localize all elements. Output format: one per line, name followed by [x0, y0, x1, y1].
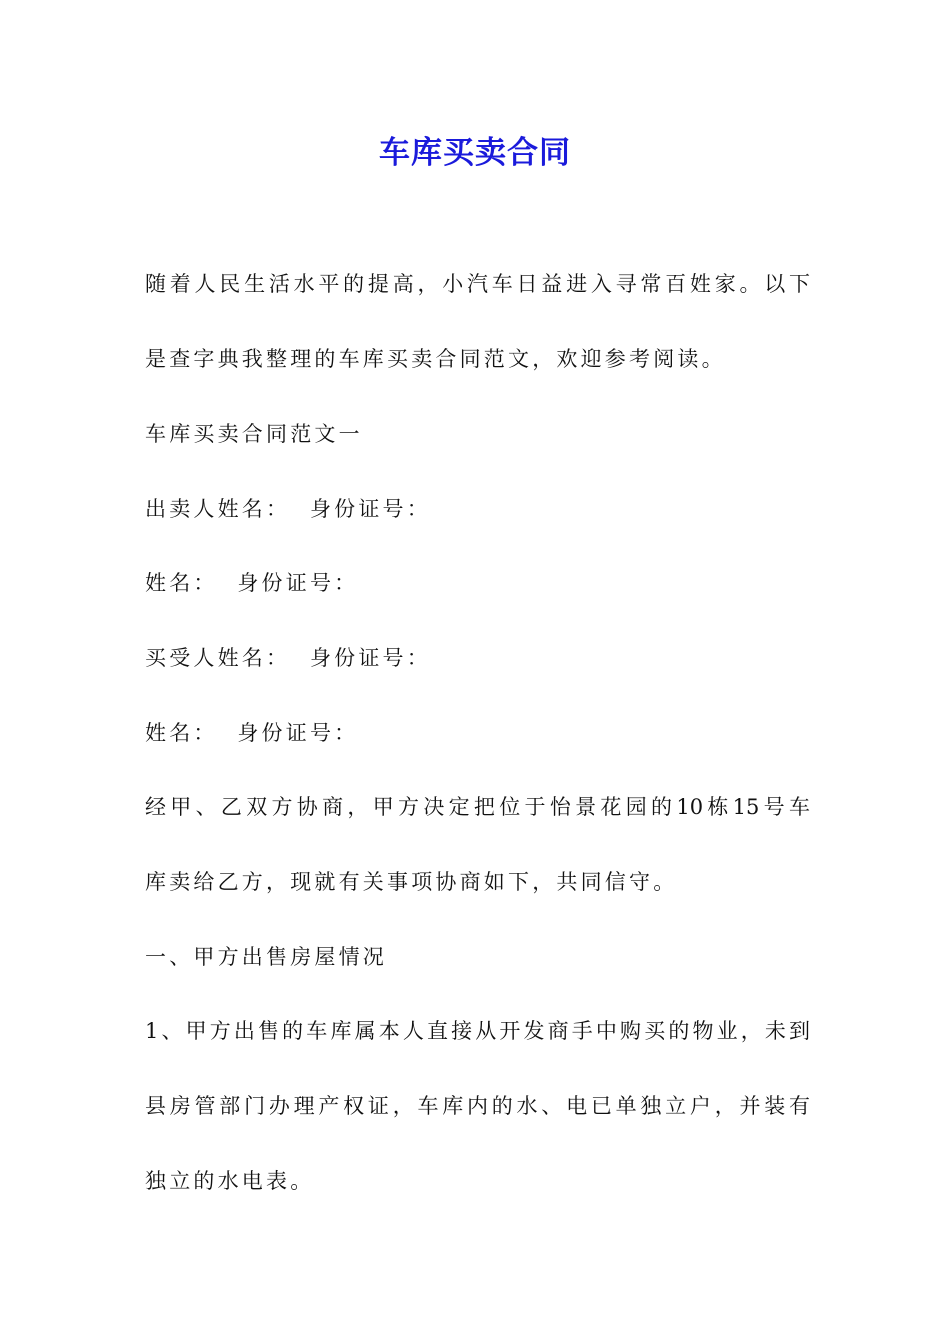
seller-name-field: 出卖人姓名： 身份证号：: [145, 497, 431, 521]
seller-second-name-field: 姓名： 身份证号：: [145, 571, 359, 595]
paragraph-line: 经甲、乙双方协商，甲方决定把位于怡景花园的10栋15号车: [145, 795, 810, 819]
section-heading: 一、甲方出售房屋情况: [145, 945, 387, 969]
buyer-second-name-field: 姓名： 身份证号：: [145, 721, 359, 745]
section-heading: 车库买卖合同范文一: [145, 422, 363, 446]
paragraph-line: 县房管部门办理产权证，车库内的水、电已单独立户，并装有: [145, 1094, 810, 1118]
paragraph-line: 独立的水电表。: [145, 1169, 315, 1193]
document-title: 车库买卖合同: [379, 135, 571, 171]
paragraph-line: 随着人民生活水平的提高，小汽车日益进入寻常百姓家。以下: [145, 272, 810, 296]
paragraph-line: 1、甲方出售的车库属本人直接从开发商手中购买的物业，未到: [145, 1019, 810, 1043]
buyer-name-field: 买受人姓名： 身份证号：: [145, 646, 431, 670]
paragraph-line: 库卖给乙方，现就有关事项协商如下，共同信守。: [145, 870, 678, 894]
paragraph-line: 是查字典我整理的车库买卖合同范文，欢迎参考阅读。: [145, 347, 726, 371]
